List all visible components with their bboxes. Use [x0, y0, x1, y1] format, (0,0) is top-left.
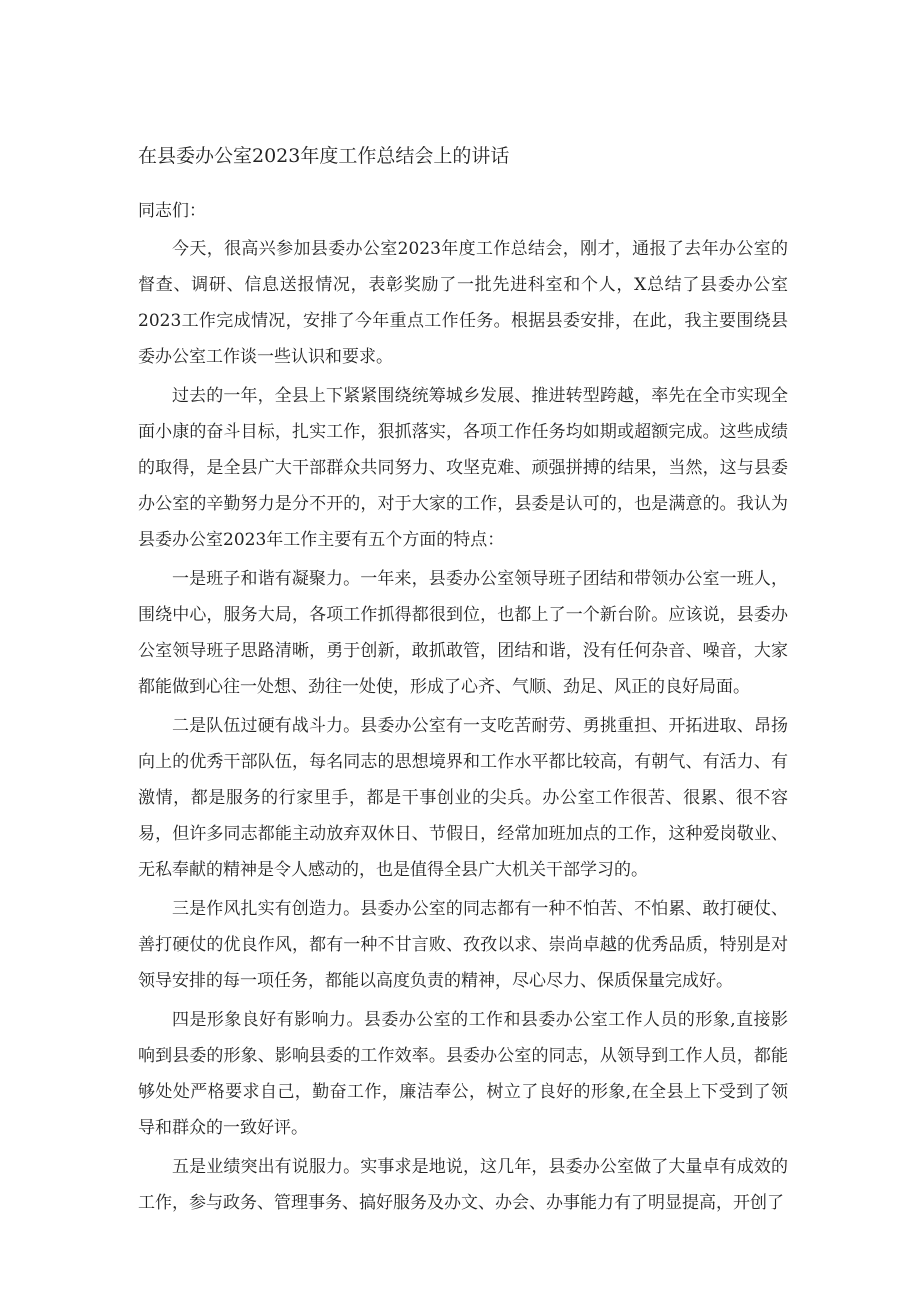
- paragraph-point-2: 二是队伍过硬有战斗力。县委办公室有一支吃苦耐劳、勇挑重担、开拓进取、昂扬向上的优秀干部队伍，每名同志的思想境界和工作水平都比较高，有朝气、有活力、有激情，都是服务的行家里手，都是干事创业的尖兵。办公室工作很苦、很累、很不容易，但许多同志都能主动放弃双休日、节假日，经常加班加点的工作，这种爱岗敬业、无私奉献的精神是令人感动的，也是值得全县广大机关干部学习的。: [138, 716, 788, 880]
- paragraph-point-5: 五是业绩突出有说服力。实事求是地说，这几年，县委办公室做了大量卓有成效的工作，参与政务、管理事务、搞好服务及办文、办会、办事能力有了明显提高，开创了: [138, 1157, 788, 1213]
- paragraph-opening: 今天，很高兴参加县委办公室2023年度工作总结会，刚才，通报了去年办公室的督查、调研、信息送报情况，表彰奖励了一批先进科室和个人，X总结了县委办公室2023工作完成情况，安排了今年重点工作任务。根据县委安排，在此，我主要围绕县委办公室工作谈一些认识和要求。: [138, 239, 788, 367]
- paragraph-point-4: 四是形象良好有影响力。县委办公室的工作和县委办公室工作人员的形象,直接影响到县委的形象、影响县委的工作效率。县委办公室的同志，从领导到工作人员，都能够处处严格要求自己，勤奋工作，廉洁奉公，树立了良好的形象,在全县上下受到了领导和群众的一致好评。: [138, 1010, 788, 1138]
- document-body: [138, 193, 788, 1224]
- paragraph-point-3: 三是作风扎实有创造力。县委办公室的同志都有一种不怕苦、不怕累、敢打硬仗、善打硬仗的优良作风，都有一种不甘言败、孜孜以求、崇尚卓越的优秀品质，特别是对领导安排的每一项任务，都能以高度负责的精神，尽心尽力、保质保量完成好。: [138, 899, 788, 991]
- page-title: 在县委办公室2023年度工作总结会上的讲话: [138, 145, 510, 167]
- salutation: 同志们：: [138, 201, 206, 221]
- paragraph-review: 过去的一年，全县上下紧紧围绕统筹城乡发展、推进转型跨越，率先在全市实现全面小康的奋斗目标，扎实工作，狠抓落实，各项工作任务均如期或超额完成。这些成绩的取得，是全县广大干部群众共同努力、攻坚克难、顽强拼搏的结果，当然，这与县委办公室的辛勤努力是分不开的，对于大家的工作，县委是认可的，也是满意的。我认为县委办公室2023年工作主要有五个方面的特点：: [138, 386, 788, 550]
- paragraph-point-1: 一是班子和谐有凝聚力。一年来，县委办公室领导班子团结和带领办公室一班人，围绕中心，服务大局，各项工作抓得都很到位，也都上了一个新台阶。应该说，县委办公室领导班子思路清晰，勇于创新，敢抓敢管，团结和谐，没有任何杂音、噪音，大家都能做到心往一处想、劲往一处使，形成了心齐、气顺、劲足、风正的良好局面。: [138, 569, 788, 697]
